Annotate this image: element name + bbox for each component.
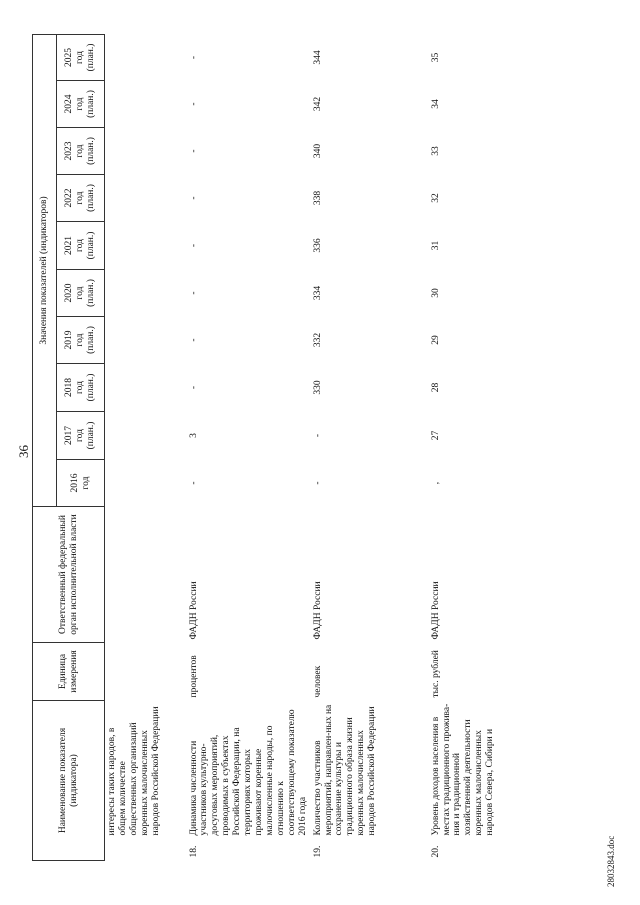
indicator-name: Динамика численности участников культурно-досуговых мероприятий, проводимых в субъектах Российской Федерации, на территориях которых проживают коренные малочисленные народы, по отношению к соответствующему показателю 2016 года bbox=[188, 709, 308, 836]
file-name: 28032843.doc bbox=[606, 835, 616, 887]
unit-cell bbox=[105, 643, 187, 701]
value-cell-2021: - bbox=[188, 243, 199, 248]
unit-cell: человек bbox=[312, 665, 323, 698]
year-header-2023 bbox=[57, 128, 105, 175]
table-row bbox=[187, 35, 311, 861]
indicator-name: Количество участников мероприятий, направлен-ных на сохранение культуры и традиционного образа жизни коренных малочисленных народов Российской Федерации bbox=[312, 704, 378, 836]
indicator-name: интересы таких народов, в общем количестве общественных организаций коренных малочисленных народов Российской Федерации bbox=[107, 706, 161, 836]
col-unit-header: Единица измерения bbox=[33, 643, 105, 701]
value-cell-2025: - bbox=[188, 55, 199, 60]
indicator-name-cell bbox=[105, 701, 187, 861]
value-cell-2022: - bbox=[188, 196, 199, 200]
year-header-year: 2023 bbox=[64, 141, 75, 161]
value-cell-2023: 340 bbox=[312, 143, 323, 159]
year-header-unit: год bbox=[75, 191, 86, 205]
year-header-unit: год bbox=[75, 429, 86, 442]
value-cell-2017 bbox=[105, 412, 187, 460]
value-cell-2022: 32 bbox=[430, 193, 441, 203]
year-header-2017 bbox=[57, 412, 105, 460]
year-header-unit: год bbox=[75, 286, 86, 300]
value-cell-2018: 28 bbox=[430, 382, 441, 393]
value-cell-2019: - bbox=[188, 338, 199, 342]
year-header-unit: год bbox=[75, 381, 86, 394]
indicator-name: Уровень доходов населения в местах традиционного прожива-ния и традиционной хозяйственной деятельности коренных малочисленных народов Севера, Сибири и bbox=[430, 703, 496, 836]
year-header-2018 bbox=[57, 364, 105, 412]
year-header-unit: год bbox=[80, 476, 91, 490]
value-cell-2023: - bbox=[188, 149, 199, 153]
year-header-note: (план.) bbox=[85, 279, 96, 307]
year-header-unit: год bbox=[75, 144, 86, 158]
year-header-year: 2016 bbox=[69, 473, 80, 493]
year-header-note: (план.) bbox=[85, 326, 96, 354]
year-header-year: 2024 bbox=[64, 94, 75, 114]
values-group-header: Значения показателей (индикаторов) bbox=[33, 35, 57, 507]
year-header-2022 bbox=[57, 175, 105, 222]
year-header-year: 2017 bbox=[64, 426, 75, 445]
value-cell-2024 bbox=[105, 81, 187, 128]
year-header-note: (план.) bbox=[85, 90, 96, 118]
year-header-unit: год bbox=[75, 97, 86, 111]
value-cell-2018: 330 bbox=[312, 380, 323, 395]
value-cell-2018 bbox=[105, 364, 187, 412]
value-cell-2016 bbox=[105, 460, 187, 507]
table-row bbox=[105, 35, 187, 861]
year-header-note: (план.) bbox=[85, 184, 96, 212]
value-cell-2020: - bbox=[188, 291, 199, 295]
value-cell-2017: 3 bbox=[188, 433, 199, 438]
year-header-note: (план.) bbox=[85, 231, 96, 260]
indicator-name-cell bbox=[187, 701, 311, 861]
value-cell-2023: 33 bbox=[430, 146, 441, 156]
value-cell-2021 bbox=[105, 222, 187, 270]
value-cell-2024: 34 bbox=[430, 99, 441, 109]
agency-cell: ФАДН России bbox=[188, 581, 199, 640]
year-header-unit: год bbox=[75, 51, 86, 64]
agency-cell bbox=[105, 507, 187, 643]
value-cell-2017: - bbox=[312, 433, 323, 438]
value-cell-2019 bbox=[105, 317, 187, 364]
unit-cell: тыс. рублей bbox=[430, 650, 441, 698]
value-cell-2025 bbox=[105, 35, 187, 81]
year-header-unit: год bbox=[75, 239, 86, 252]
col-name-header: Наименование показателя (индикатора) bbox=[33, 701, 105, 861]
value-cell-2024: - bbox=[188, 102, 199, 106]
indicator-name-cell bbox=[311, 701, 429, 861]
value-cell-2022: 338 bbox=[312, 190, 323, 206]
value-cell-2025: 35 bbox=[430, 52, 441, 63]
year-header-year: 2021 bbox=[64, 236, 75, 255]
value-cell-2020: 30 bbox=[430, 288, 441, 298]
value-cell-2019: 29 bbox=[430, 335, 441, 345]
value-cell-2016: - bbox=[312, 481, 323, 485]
year-header-year: 2019 bbox=[64, 330, 75, 350]
value-cell-2017: 27 bbox=[430, 430, 441, 441]
year-header-2021 bbox=[57, 222, 105, 270]
table-row bbox=[429, 35, 531, 861]
row-number bbox=[107, 836, 162, 858]
value-cell-2023 bbox=[105, 128, 187, 175]
col-agency-header: Ответственный федеральный орган исполнительной власти bbox=[33, 507, 105, 643]
row-number: 18. bbox=[188, 845, 199, 858]
year-header-year: 2020 bbox=[64, 283, 75, 303]
year-header-2025 bbox=[57, 35, 105, 81]
value-cell-2022 bbox=[105, 175, 187, 222]
year-header-note: (план.) bbox=[85, 421, 96, 450]
indicator-name-cell bbox=[429, 701, 531, 861]
year-header-note: (план.) bbox=[85, 137, 96, 165]
table-row bbox=[311, 35, 429, 861]
agency-cell: ФАДН России bbox=[312, 581, 323, 640]
year-header-2019 bbox=[57, 317, 105, 364]
year-header-note: (план.) bbox=[85, 373, 96, 402]
value-cell-2024: 342 bbox=[312, 96, 323, 112]
value-cell-2021: 336 bbox=[312, 238, 323, 253]
value-cell-2020: 334 bbox=[312, 285, 323, 301]
year-header-2024 bbox=[57, 81, 105, 128]
value-cell-2019: 332 bbox=[312, 332, 323, 348]
row-number: 20. bbox=[430, 845, 441, 858]
year-header-year: 2025 bbox=[64, 48, 75, 67]
value-cell-2016: - bbox=[188, 481, 199, 485]
row-number: 19. bbox=[312, 845, 323, 858]
year-header-year: 2018 bbox=[64, 378, 75, 397]
value-cell-2025: 344 bbox=[312, 50, 323, 65]
value-cell-2016: , bbox=[430, 481, 441, 485]
value-cell-2020 bbox=[105, 270, 187, 317]
page-number: 36 bbox=[16, 445, 31, 458]
year-header-2016 bbox=[57, 460, 105, 507]
year-header-unit: год bbox=[75, 333, 86, 347]
year-header-note: (план.) bbox=[85, 43, 96, 72]
value-cell-2021: 31 bbox=[430, 240, 441, 251]
year-header-year: 2022 bbox=[64, 188, 75, 208]
value-cell-2018: - bbox=[188, 385, 199, 390]
unit-cell: процентов bbox=[188, 655, 199, 698]
indicators-table bbox=[32, 34, 531, 861]
agency-cell: ФАДН России bbox=[430, 581, 441, 640]
year-header-2020 bbox=[57, 270, 105, 317]
